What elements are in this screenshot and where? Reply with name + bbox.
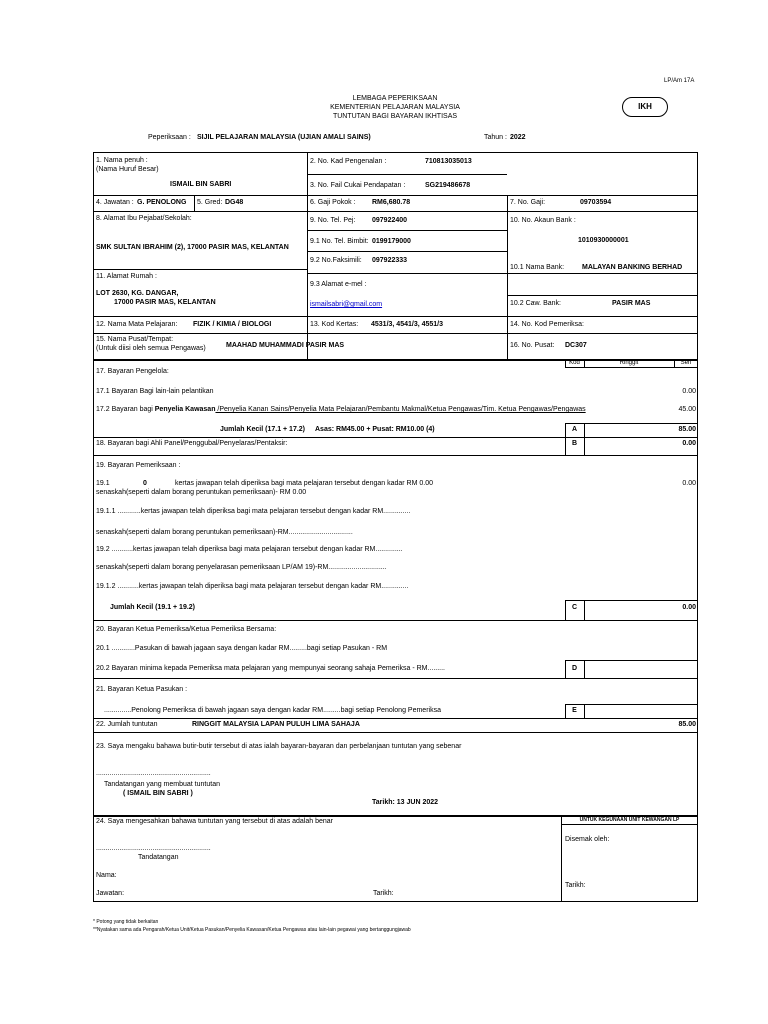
- s19-r1-text: kertas jawapan telah diperiksa bagi mata pelajaran tersebut dengan kadar RM 0.00: [175, 480, 433, 487]
- s21-r1: ..............Penolong Pemeriksa di bawah jagaan saya dengan kadar RM.........bagi setiap Penolong Pemeriksa: [104, 707, 441, 714]
- kod-pemeriksa-label: 14. No. Kod Pemeriksa:: [510, 321, 584, 328]
- s18-code: B: [571, 440, 578, 447]
- s23-sign-label: Tandatangan yang membuat tuntutan: [104, 781, 220, 788]
- s17-sum-val: 85.00: [678, 426, 696, 433]
- gred-label: 5. Gred:: [197, 199, 223, 206]
- col-sen: Sen: [680, 360, 692, 366]
- faks-value: 097922333: [372, 257, 408, 264]
- alamat-rumah-label: 11. Alamat Rumah :: [96, 273, 157, 280]
- s23-signer: ( ISMAIL BIN SABRI ): [123, 790, 193, 797]
- s20-code: D: [571, 665, 578, 672]
- emel-label: 9.3 Alamat e-mel :: [310, 281, 367, 288]
- s22-val: 85.00: [678, 721, 696, 728]
- office-title: UNTUK KEGUNAAN UNIT KEWANGAN LP: [579, 817, 680, 823]
- pusat-sub: (Untuk diisi oleh semua Pengawas): [96, 345, 206, 352]
- s19-r2: 19.1.1 ............kertas jawapan telah diperiksa bagi mata pelajaran tersebut dengan kadar RM..............: [96, 508, 411, 515]
- alamat-rumah-2: 17000 PASIR MAS, KELANTAN: [114, 299, 216, 306]
- s21-code: E: [572, 707, 577, 714]
- alamat-pejabat-value: SMK SULTAN IBRAHIM (2), 17000 PASIR MAS, KELANTAN: [96, 244, 289, 251]
- s17-row1: 17.1 Bayaran Bagi lain-lain pelantikan: [96, 388, 214, 395]
- gred-value: DG48: [225, 199, 244, 206]
- header-line1: LEMBAGA PEPERIKSAAN: [352, 95, 438, 102]
- kod-kertas-value: 4531/3, 4541/3, 4551/3: [371, 321, 444, 328]
- cawangan-value: PASIR MAS: [612, 300, 651, 307]
- bank-value: MALAYAN BANKING BERHAD: [582, 264, 683, 271]
- cukai-label: 3. No. Fail Cukai Pendapatan :: [310, 182, 406, 189]
- s24-tarikh: Tarikh:: [373, 890, 394, 897]
- s18-val: 0.00: [682, 440, 696, 447]
- s23-date: Tarikh: 13 JUN 2022: [372, 799, 439, 806]
- ikh-badge: IKH: [622, 97, 668, 117]
- akaun-value: 1010930000001: [578, 237, 629, 244]
- emel-link[interactable]: ismailsabri@gmail.com: [310, 301, 383, 308]
- mata-pelajaran-label: 12. Nama Mata Pelajaran:: [96, 321, 178, 328]
- tel-pej-label: 9. No. Tel. Pej:: [310, 217, 356, 224]
- kod-kertas-label: 13. Kod Kertas:: [310, 321, 359, 328]
- note-1: * Potong yang tidak berkaitan: [93, 919, 159, 925]
- s19-r6: 19.1.2 ...........kertas jawapan telah diperiksa bagi mata pelajaran tersebut dengan kadar RM..............: [96, 583, 409, 590]
- s19-sum-label: Jumlah Kecil (19.1 + 19.2): [110, 604, 196, 611]
- s19-r1-val: 0.00: [682, 480, 696, 487]
- year-label: Tahun :: [484, 134, 507, 141]
- note-2: **Nyatakan sama ada Pengarah/Ketua Unit/Ketua Pasukan/Penyelia Kawasan/Ketua Pengawas atau lain-lain pegawai yang bertanggungjawab: [93, 927, 411, 933]
- bimbit-value: 0199179000: [372, 238, 411, 245]
- cukai-value: SG219486678: [425, 182, 471, 189]
- office-tarikh: Tarikh:: [565, 882, 586, 889]
- nama-label: 1. Nama penuh :: [96, 157, 148, 164]
- s18-label: 18. Bayaran bagi Ahli Panel/Penggubal/Penyelaras/Pentaksir:: [96, 440, 288, 447]
- tel-pej-value: 097922400: [372, 217, 408, 224]
- akaun-label: 10. No. Akaun Bank :: [510, 217, 576, 224]
- nama-sub: (Nama Huruf Besar): [96, 166, 159, 173]
- s17-row2-val: 45.00: [678, 406, 696, 413]
- col-kod: Kod: [569, 360, 580, 366]
- jawatan-label: 4. Jawatan :: [96, 199, 134, 206]
- alamat-rumah-1: LOT 2630, KG. DANGAR,: [96, 290, 179, 297]
- s24-text: 24. Saya mengesahkan bahawa tuntutan yang tersebut di atas adalah benar: [96, 818, 334, 825]
- s24-nama: Nama:: [96, 872, 117, 879]
- pusat-value: MAAHAD MUHAMMADI PASIR MAS: [226, 342, 345, 349]
- bimbit-label: 9.1 No. Tel. Bimbit:: [310, 238, 369, 245]
- s21-title: 21. Bayaran Ketua Pasukan :: [96, 686, 188, 693]
- alamat-pejabat-label: 8. Alamat Ibu Pejabat/Sekolah:: [96, 215, 192, 222]
- kp-label: 2. No. Kad Pengenalan :: [310, 158, 387, 165]
- no-pusat-label: 16. No. Pusat:: [510, 342, 555, 349]
- s24-dots: ...........................................................: [96, 845, 211, 852]
- no-gaji-value: 09703594: [580, 199, 612, 206]
- bank-label: 10.1 Nama Bank:: [510, 264, 565, 271]
- s17-title: 17. Bayaran Pengelola:: [96, 368, 169, 375]
- jawatan-value: G. PENOLONG: [137, 199, 187, 206]
- gaji-pokok-value: RM6,680.78: [372, 199, 411, 206]
- mata-pelajaran-value: FIZIK / KIMIA / BIOLOGI: [193, 321, 272, 328]
- s19-r1-text2: senaskah(seperti dalam borang peruntukan pemeriksaan)- RM 0.00: [96, 489, 307, 496]
- faks-label: 9.2 No.Faksimili:: [310, 257, 362, 264]
- s22-label: 22. Jumlah tuntutan: [96, 721, 158, 728]
- no-pusat-value: DC307: [565, 342, 587, 349]
- s20-r1: 20.1 ............Pasukan di bawah jagaan saya dengan kadar RM.........bagi setiap Pasukan - RM: [96, 645, 388, 652]
- s19-r3: senaskah(seperti dalam borang peruntukan pemeriksaan)-RM.................................: [96, 529, 353, 536]
- pusat-label: 15. Nama Pusat/Tempat:: [96, 336, 174, 343]
- s19-r5: senaskah(seperti dalam borang penyelarasan pemeriksaan LP/AM 19)-RM..............................: [96, 564, 387, 571]
- s17-row1-val: 0.00: [682, 388, 696, 395]
- verify-grid: [93, 816, 698, 902]
- s22-words: RINGGIT MALAYSIA LAPAN PULUH LIMA SAHAJA: [192, 721, 360, 728]
- cawangan-label: 10.2 Caw. Bank:: [510, 300, 561, 307]
- s17-row2: 17.2 Bayaran bagi Penyelia Kawasan /Penyelia Kanan Sains/Penyelia Mata Pelajaran/Pembantu Makmal/Ketua Pengawas/Tim. Ketua Pengawas/Pengawas: [96, 406, 586, 413]
- s20-title: 20. Bayaran Ketua Pemeriksa/Ketua Pemeriksa Bersama:: [96, 626, 277, 633]
- s24-sign: Tandatangan: [138, 854, 179, 861]
- exam-label: Peperiksaan :: [148, 134, 191, 141]
- s19-code: C: [571, 604, 578, 611]
- s17-sum-label: Jumlah Kecil (17.1 + 17.2): [220, 426, 306, 433]
- s17-code: A: [571, 426, 578, 433]
- s19-val: 0.00: [682, 604, 696, 611]
- s24-jawatan: Jawatan:: [96, 890, 125, 897]
- s19-r1-num: 19.1: [96, 480, 110, 487]
- exam-value: SIJIL PELAJARAN MALAYSIA (UJIAN AMALI SAINS): [197, 134, 371, 141]
- col-ringgit: Ringgit: [619, 360, 639, 366]
- form-code: LP/Am 17A: [664, 78, 695, 84]
- s19-r1-count: 0: [143, 480, 147, 487]
- no-gaji-label: 7. No. Gaji:: [510, 199, 546, 206]
- header-line3: TUNTUTAN BAGI BAYARAN IKHTISAS: [332, 113, 458, 120]
- s19-r4: 19.2 ...........kertas jawapan telah diperiksa bagi mata pelajaran tersebut dengan kadar RM..............: [96, 546, 403, 553]
- office-disemak: Disemak oleh:: [565, 836, 610, 843]
- year-value: 2022: [510, 134, 526, 141]
- kp-value: 710813035013: [425, 158, 472, 165]
- header-line2: KEMENTERIAN PELAJARAN MALAYSIA: [330, 104, 460, 111]
- s17-sum-detail: Asas: RM45.00 + Pusat: RM10.00 (4): [315, 426, 435, 433]
- nama-value: ISMAIL BIN SABRI: [170, 181, 232, 188]
- s23-text: 23. Saya mengaku bahawa butir-butir tersebut di atas ialah bayaran-bayaran dan perbelanjaan tuntutan yang sebenar: [96, 743, 462, 750]
- s23-dots: ...........................................................: [96, 770, 211, 777]
- s19-title: 19. Bayaran Pemeriksaan :: [96, 462, 181, 469]
- gaji-pokok-label: 6. Gaji Pokok :: [310, 199, 356, 206]
- s20-r2: 20.2 Bayaran minima kepada Pemeriksa mata pelajaran yang mempunyai seorang sahaja Pemeriksa - RM.........: [96, 665, 446, 672]
